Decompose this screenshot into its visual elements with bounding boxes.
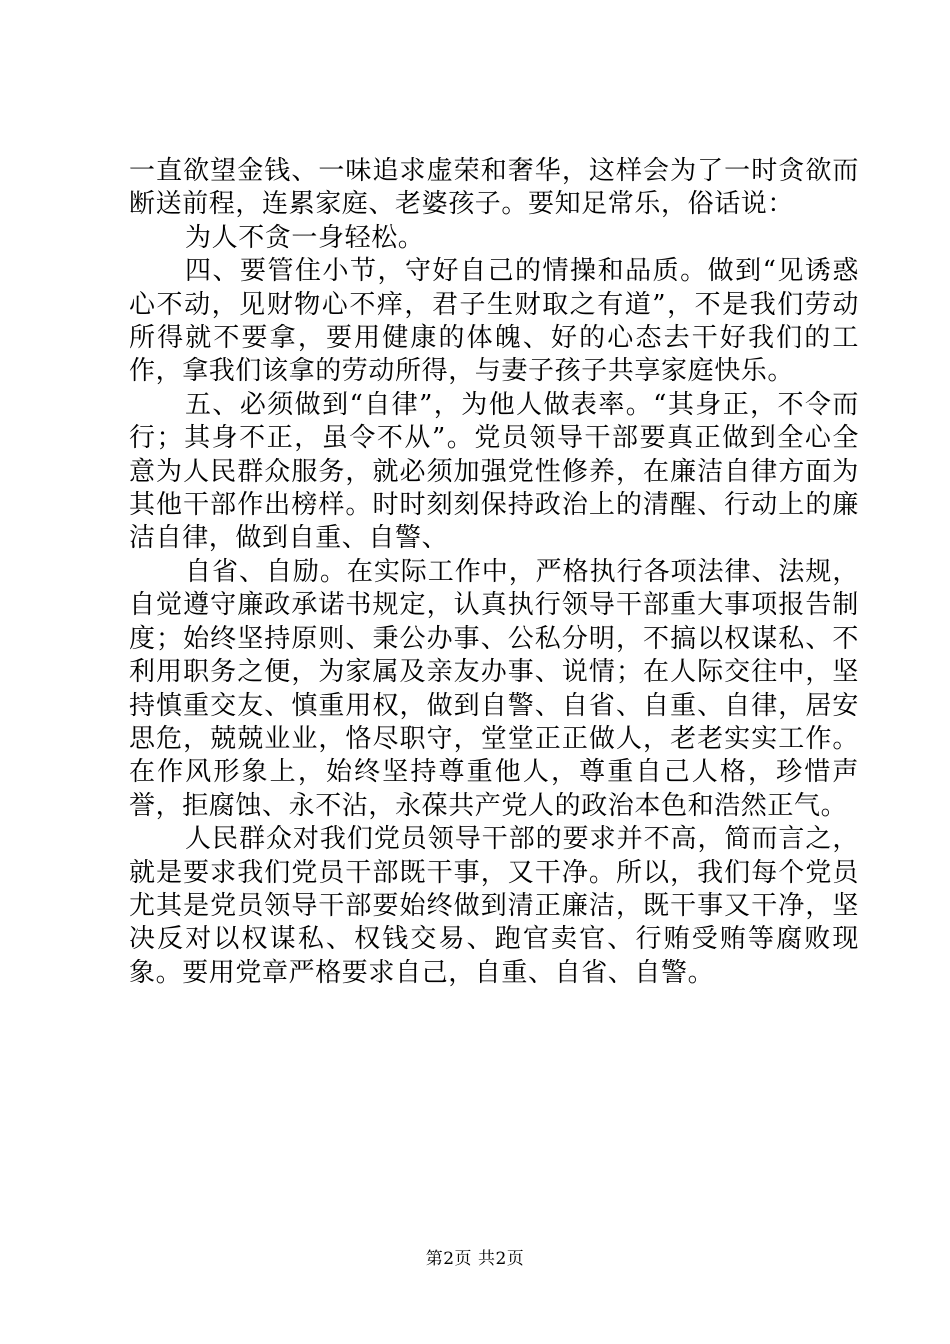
paragraph: 人民群众对我们党员领导干部的要求并不高，简而言之，就是要求我们党员干部既干事，又干净。所以，我们每个党员尤其是党员领导干部要始终做到清正廉洁，既干事又干净，坚决反对以权谋私、权钱交易、跑官卖官、行贿受贿等腐败现象。要用党章严格要求自己，自重、自省、自警。 bbox=[129, 824, 859, 988]
page-footer: 第2页 共2页 bbox=[425, 1249, 525, 1269]
paragraph: 四、要管住小节，守好自己的情操和品质。做到“见诱惑心不动，见财物心不痒，君子生财取之有道”，不是我们劳动所得就不要拿，要用健康的体魄、好的心态去干好我们的工作，拿我们该拿的劳动所得，与妻子孩子共享家庭快乐。 bbox=[129, 256, 859, 387]
paragraph: 一直欲望金钱、一味追求虚荣和奢华，这样会为了一时贪欲而断送前程，连累家庭、老婆孩子。要知足常乐，俗话说： bbox=[129, 156, 859, 220]
paragraph: 自省、自励。在实际工作中，严格执行各项法律、法规，自觉遵守廉政承诺书规定，认真执行领导干部重大事项报告制度；始终坚持原则、秉公办事、公私分明，不搞以权谋私、不利用职务之便，为家属及亲友办事、说情；在人际交往中，坚持慎重交友、慎重用权，做到自警、自省、自重、自律，居安思危，兢兢业业，恪尽职守，堂堂正正做人，老老实实工作。在作风形象上，始终坚持尊重他人，尊重自己人格，珍惜声誉，拒腐蚀、永不沾，永葆共产党人的政治本色和浩然正气。 bbox=[129, 556, 859, 821]
document-body bbox=[129, 155, 859, 990]
paragraph: 为人不贪一身轻松。 bbox=[185, 222, 425, 253]
paragraph: 五、必须做到“自律”，为他人做表率。“其身正，不令而行；其身不正，虽令不从”。党员领导干部要真正做到全心全意为人民群众服务，就必须加强党性修养，在廉洁自律方面为其他干部作出榜样。时时刻刻保持政治上的清醒、行动上的廉洁自律，做到自重、自警、 bbox=[129, 389, 859, 554]
